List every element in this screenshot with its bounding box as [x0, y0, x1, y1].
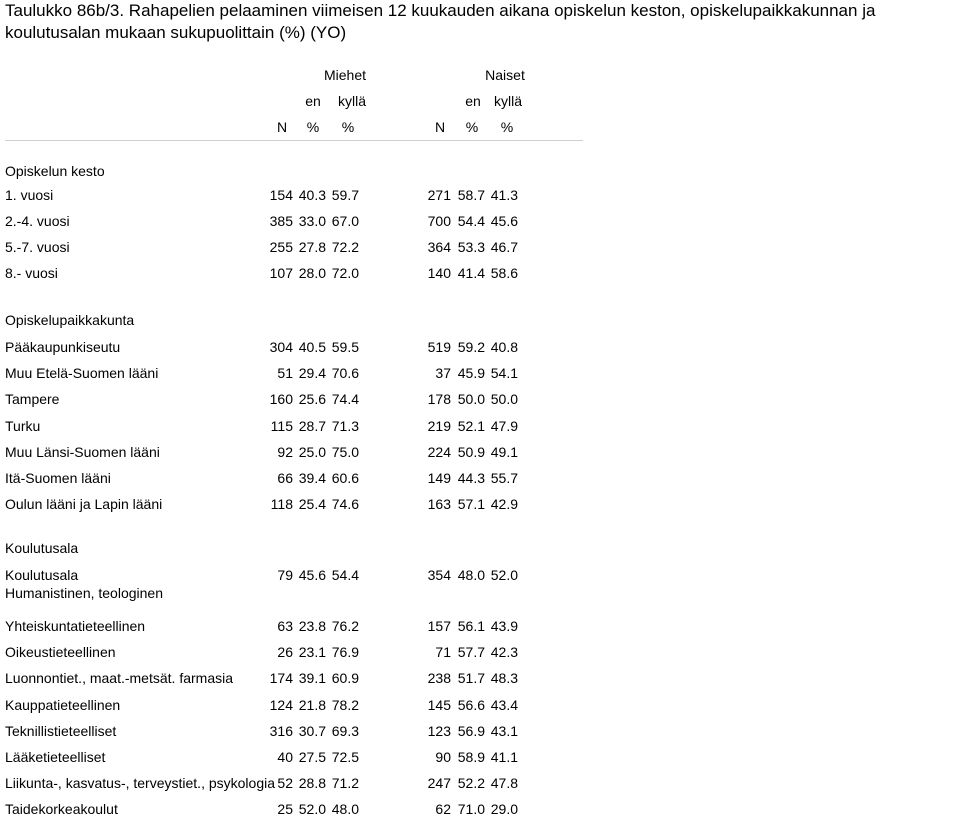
header-men-en: en	[305, 93, 321, 109]
cell-w-kylla: 50.0	[490, 391, 518, 408]
cell-w-en: 57.1	[457, 496, 485, 513]
cell-m-en: 30.7	[298, 722, 326, 739]
cell-w-en: 52.2	[457, 775, 485, 792]
cell-w-kylla: 42.9	[490, 496, 518, 513]
header-women-kylla: kyllä	[493, 93, 522, 109]
row-label: Oikeustieteellinen	[5, 644, 116, 661]
cell-w-kylla: 52.0	[490, 567, 518, 583]
cell-m-en: 52.0	[298, 801, 326, 817]
cell-w-en: 48.0	[457, 567, 485, 583]
cell-w-kylla: 41.3	[490, 187, 518, 203]
row-label: Pääkaupunkiseutu	[5, 339, 121, 355]
cell-m-n: 25	[277, 801, 293, 817]
cell-m-n: 52	[277, 775, 293, 792]
cell-w-n: 123	[427, 722, 451, 739]
header-women-en: en	[465, 93, 481, 109]
cell-m-kylla: 76.2	[331, 618, 359, 634]
cell-w-n: 519	[427, 339, 451, 355]
cell-m-en: 40.3	[298, 187, 326, 203]
cell-m-n: 51	[277, 365, 293, 382]
cell-w-kylla: 43.1	[490, 722, 518, 739]
cell-m-kylla: 60.9	[331, 670, 359, 687]
cell-m-en: 27.8	[298, 239, 326, 255]
cell-m-en: 39.4	[298, 470, 326, 486]
row-label: Teknillistieteelliset	[5, 722, 117, 739]
cell-m-kylla: 76.9	[331, 644, 359, 661]
cell-m-kylla: 71.2	[331, 775, 359, 792]
cell-w-en: 56.6	[457, 696, 485, 713]
header-men: Miehet	[323, 67, 367, 83]
cell-m-en: 40.5	[298, 339, 326, 355]
cell-w-en: 58.9	[457, 749, 485, 765]
cell-w-kylla: 43.9	[490, 618, 518, 634]
cell-w-kylla: 48.3	[490, 670, 518, 687]
cell-m-en: 33.0	[298, 213, 326, 229]
cell-m-kylla: 78.2	[331, 696, 359, 713]
cell-w-n: 140	[427, 265, 451, 281]
cell-m-n: 92	[277, 443, 293, 460]
cell-w-kylla: 49.1	[490, 443, 518, 460]
cell-w-en: 57.7	[457, 644, 485, 661]
cell-m-n: 124	[269, 696, 293, 713]
cell-m-n: 66	[277, 470, 293, 486]
cell-w-en: 45.9	[457, 365, 485, 382]
cell-w-en: 58.7	[457, 187, 485, 203]
cell-m-kylla: 70.6	[331, 365, 359, 382]
cell-w-n: 238	[427, 670, 451, 687]
section-title: Opiskelun kesto	[5, 163, 105, 179]
cell-m-n: 118	[270, 496, 293, 513]
row-label: Luonnontiet., maat.-metsät. farmasia	[5, 670, 233, 687]
section-title: Koulutusala	[5, 540, 79, 556]
row-label: Tampere	[5, 391, 60, 408]
cell-m-kylla: 54.4	[331, 567, 359, 583]
cell-m-kylla: 75.0	[331, 443, 359, 460]
row-label: Muu Etelä-Suomen lääni	[5, 365, 159, 382]
row-label-sub: Humanistinen, teologinen	[5, 585, 163, 601]
row-label: Muu Länsi-Suomen lääni	[5, 443, 160, 460]
cell-m-kylla: 71.3	[331, 417, 359, 434]
cell-w-en: 44.3	[457, 470, 485, 486]
row-label: Liikunta-, kasvatus-, terveystiet., psykologia	[5, 775, 276, 792]
cell-w-n: 219	[427, 417, 451, 434]
cell-w-n: 247	[427, 775, 451, 792]
header-women-n: N	[434, 119, 446, 135]
cell-w-kylla: 45.6	[490, 213, 518, 229]
cell-w-en: 56.1	[457, 618, 485, 634]
section-title: Opiskelupaikkakunta	[5, 312, 135, 328]
cell-w-en: 50.9	[457, 443, 485, 460]
cell-w-kylla: 58.6	[490, 265, 518, 281]
row-label: Lääketieteelliset	[5, 749, 106, 765]
cell-w-n: 271	[427, 187, 451, 203]
cell-m-n: 174	[269, 670, 293, 687]
cell-w-n: 62	[435, 801, 451, 817]
cell-m-en: 23.1	[298, 644, 326, 661]
cell-m-n: 304	[269, 339, 293, 355]
cell-m-n: 40	[277, 749, 293, 765]
row-label: Koulutusala	[5, 567, 79, 583]
cell-m-n: 107	[269, 265, 293, 281]
cell-w-en: 52.1	[457, 417, 485, 434]
cell-w-kylla: 47.8	[490, 775, 518, 792]
cell-m-kylla: 72.2	[331, 239, 359, 255]
cell-m-n: 154	[269, 187, 293, 203]
cell-w-n: 37	[435, 365, 451, 382]
cell-m-kylla: 72.5	[331, 749, 359, 765]
row-label: 5.-7. vuosi	[5, 239, 70, 255]
cell-m-en: 29.4	[298, 365, 326, 382]
header-women-en-pct: %	[465, 119, 479, 135]
cell-w-en: 56.9	[457, 722, 485, 739]
cell-m-en: 25.6	[298, 391, 326, 408]
cell-m-kylla: 69.3	[331, 722, 359, 739]
cell-w-kylla: 29.0	[490, 801, 518, 817]
cell-m-n: 316	[269, 722, 293, 739]
cell-w-kylla: 42.3	[490, 644, 518, 661]
cell-m-kylla: 60.6	[331, 470, 359, 486]
header-women: Naiset	[485, 67, 525, 83]
cell-w-n: 157	[427, 618, 451, 634]
cell-m-kylla: 48.0	[331, 801, 359, 817]
cell-w-n: 364	[427, 239, 451, 255]
cell-w-n: 178	[427, 391, 451, 408]
cell-m-en: 39.1	[298, 670, 326, 687]
cell-w-en: 53.3	[457, 239, 485, 255]
row-label: 2.-4. vuosi	[5, 213, 70, 229]
cell-m-en: 23.8	[298, 618, 326, 634]
cell-m-n: 26	[277, 644, 293, 661]
cell-w-n: 163	[427, 496, 451, 513]
cell-w-kylla: 55.7	[490, 470, 518, 486]
row-label: Taidekorkeakoulut	[5, 801, 118, 817]
cell-w-kylla: 47.9	[490, 417, 518, 434]
cell-m-n: 160	[269, 391, 293, 408]
header-divider	[5, 140, 583, 141]
row-label: Oulun lääni ja Lapin lääni	[5, 496, 163, 513]
cell-w-n: 354	[427, 567, 451, 583]
cell-w-en: 59.2	[457, 339, 485, 355]
row-label: Yhteiskuntatieteellinen	[5, 618, 146, 634]
cell-m-en: 28.0	[298, 265, 326, 281]
cell-w-kylla: 46.7	[490, 239, 518, 255]
table-title: Taulukko 86b/3. Rahapelien pelaaminen viimeisen 12 kuukauden aikana opiskelun keston, opiskelupaikkakunnan ja koulutusalan mukaan sukupuolittain (%) (YO)	[5, 1, 876, 42]
cell-m-kylla: 59.5	[331, 339, 359, 355]
cell-m-n: 385	[269, 213, 293, 229]
cell-m-n: 255	[269, 239, 293, 255]
row-label: Itä-Suomen lääni	[5, 470, 111, 486]
cell-m-n: 63	[277, 618, 293, 634]
cell-w-kylla: 54.1	[490, 365, 518, 382]
cell-m-kylla: 59.7	[331, 187, 359, 203]
cell-m-en: 28.7	[298, 417, 326, 434]
cell-w-en: 41.4	[457, 265, 485, 281]
cell-w-kylla: 40.8	[490, 339, 518, 355]
cell-m-en: 21.8	[298, 696, 326, 713]
cell-m-en: 25.0	[298, 443, 326, 460]
cell-m-n: 79	[277, 567, 293, 583]
cell-m-kylla: 74.4	[331, 391, 359, 408]
row-label: Kauppatieteellinen	[5, 696, 121, 713]
cell-m-kylla: 67.0	[331, 213, 359, 229]
header-men-kylla: kyllä	[337, 93, 366, 109]
cell-w-n: 700	[427, 213, 451, 229]
cell-w-en: 54.4	[457, 213, 485, 229]
header-men-en-pct: %	[306, 119, 320, 135]
cell-w-en: 50.0	[457, 391, 485, 408]
header-men-n: N	[276, 119, 288, 135]
cell-w-en: 71.0	[457, 801, 485, 817]
cell-w-n: 90	[435, 749, 451, 765]
cell-w-kylla: 43.4	[490, 696, 518, 713]
cell-m-en: 28.8	[298, 775, 326, 792]
cell-m-kylla: 72.0	[331, 265, 359, 281]
header-men-kylla-pct: %	[341, 119, 355, 135]
cell-m-en: 27.5	[298, 749, 326, 765]
row-label: 1. vuosi	[5, 187, 54, 203]
cell-m-n: 115	[270, 417, 293, 434]
cell-m-en: 25.4	[298, 496, 326, 513]
cell-w-kylla: 41.1	[490, 749, 518, 765]
header-women-kylla-pct: %	[500, 119, 514, 135]
cell-m-en: 45.6	[298, 567, 326, 583]
cell-w-n: 145	[427, 696, 451, 713]
cell-w-en: 51.7	[457, 670, 485, 687]
cell-w-n: 71	[435, 644, 451, 661]
row-label: 8.- vuosi	[5, 265, 58, 281]
row-label: Turku	[5, 417, 41, 434]
cell-w-n: 149	[427, 470, 451, 486]
cell-m-kylla: 74.6	[331, 496, 359, 513]
cell-w-n: 224	[427, 443, 451, 460]
